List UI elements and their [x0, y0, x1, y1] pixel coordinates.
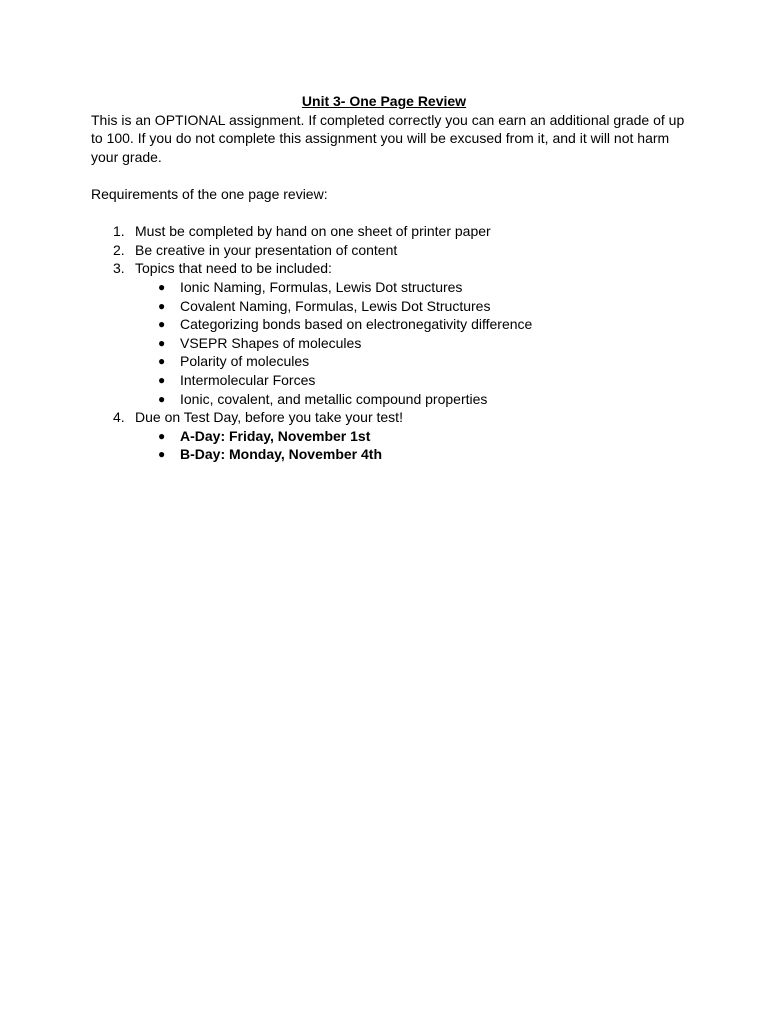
- topic-text: Polarity of molecules: [180, 353, 310, 370]
- requirement-item: [91, 259, 691, 408]
- topic-text: Intermolecular Forces: [180, 371, 316, 388]
- requirement-item: [91, 222, 691, 241]
- requirements-list: [91, 222, 691, 464]
- bullet-icon: ●: [158, 428, 166, 443]
- intro-paragraph: This is an OPTIONAL assignment. If completed correctly you can earn an additional grade of up to 100. If you do not complete this assignment you will be excused from it, and it will not harm your grade.: [91, 111, 685, 165]
- requirement-item: [91, 408, 691, 464]
- due-date-item: [135, 427, 691, 446]
- requirement-text: Due on Test Day, before you take your test!: [135, 409, 403, 426]
- topic-item: [135, 334, 691, 353]
- bullet-icon: ●: [158, 354, 166, 369]
- topic-item: [135, 352, 691, 371]
- due-date-text: A-Day: Friday, November 1st: [180, 427, 371, 444]
- requirements-heading: Requirements of the one page review:: [91, 185, 328, 202]
- bullet-icon: ●: [158, 298, 166, 313]
- bullet-icon: ●: [158, 317, 166, 332]
- requirement-text: Topics that need to be included:: [135, 260, 332, 277]
- due-dates-list: [135, 427, 691, 464]
- requirement-number: 2.: [113, 241, 125, 258]
- requirement-number: 3.: [113, 260, 125, 277]
- document-title: Unit 3- One Page Review: [301, 93, 467, 109]
- topic-text: Categorizing bonds based on electronegativity difference: [180, 316, 533, 333]
- requirement-number: 4.: [113, 409, 125, 426]
- topic-text: VSEPR Shapes of molecules: [180, 334, 362, 351]
- requirement-text: Must be completed by hand on one sheet of printer paper: [135, 223, 491, 240]
- due-date-text: B-Day: Monday, November 4th: [180, 446, 382, 463]
- topic-item: [135, 315, 691, 334]
- topics-list: [135, 278, 691, 408]
- bullet-icon: ●: [158, 447, 166, 462]
- topic-item: [135, 390, 691, 409]
- requirement-number: 1.: [113, 223, 125, 240]
- blank-line: [91, 204, 691, 223]
- topic-text: Ionic, covalent, and metallic compound properties: [180, 390, 488, 407]
- blank-line: [91, 166, 691, 185]
- topic-text: Ionic Naming, Formulas, Lewis Dot structures: [180, 278, 463, 295]
- requirement-item: [91, 241, 691, 260]
- document-content: [91, 92, 691, 464]
- bullet-icon: ●: [158, 391, 166, 406]
- topic-item: [135, 297, 691, 316]
- bullet-icon: ●: [158, 372, 166, 387]
- topic-item: [135, 371, 691, 390]
- topic-text: Covalent Naming, Formulas, Lewis Dot Structures: [180, 297, 491, 314]
- bullet-icon: ●: [158, 335, 166, 350]
- bullet-icon: ●: [158, 279, 166, 294]
- due-date-item: [135, 445, 691, 464]
- topic-item: [135, 278, 691, 297]
- requirement-text: Be creative in your presentation of content: [135, 241, 398, 258]
